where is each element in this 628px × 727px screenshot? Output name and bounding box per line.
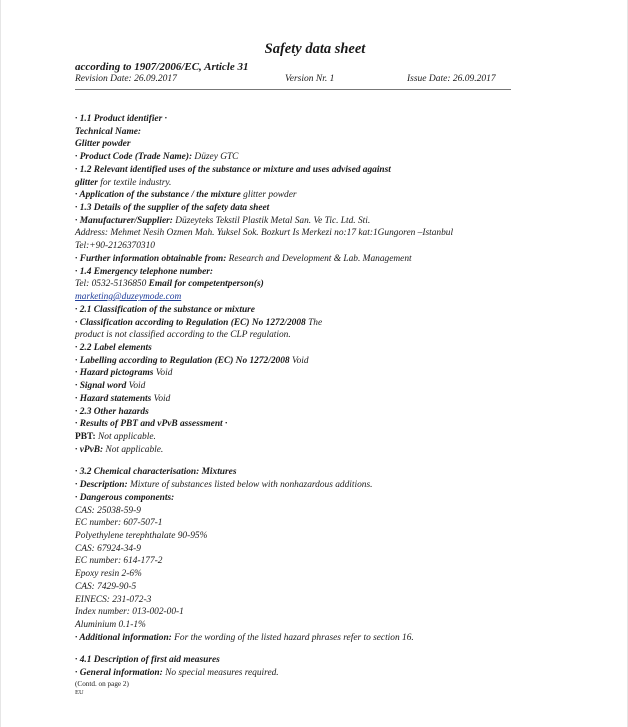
pbt-results-heading: · Results of PBT and vPvB assessment · bbox=[75, 419, 228, 430]
further-info-line: · Further information obtainable from: Research and Development & Lab. Management bbox=[75, 253, 412, 264]
pictograms-line: · Hazard pictograms Void bbox=[75, 368, 173, 379]
component-line: Epoxy resin 2-6% bbox=[75, 569, 142, 580]
classification-heading: · 2.1 Classification of the substance or mixture bbox=[75, 304, 255, 315]
pbt-line: PBT: Not applicable. bbox=[75, 431, 156, 442]
first-aid-heading: · 4.1 Description of first aid measures bbox=[75, 655, 220, 666]
application-line: · Application of the substance / the mixture glitter powder bbox=[75, 190, 297, 201]
component-line: Aluminium 0.1-1% bbox=[75, 620, 146, 631]
supplier-details-heading: · 1.3 Details of the supplier of the safety data sheet bbox=[75, 203, 270, 214]
component-line: Polyethylene terephthalate 90-95% bbox=[75, 531, 208, 541]
component-line: EC number: 607-507-1 bbox=[75, 518, 163, 529]
regulation-line: according to 1907/2006/EC, Article 31 bbox=[75, 61, 249, 73]
hazard-statements-line: · Hazard statements Void bbox=[75, 393, 171, 404]
region-label: EU bbox=[75, 688, 84, 696]
version-number: Version Nr. 1 bbox=[285, 74, 335, 84]
telephone-line: Tel:+90-2126370310 bbox=[75, 241, 155, 252]
clp-line: · Classification according to Regulation (EC) No 1272/2008 The bbox=[75, 317, 323, 328]
revision-date: Revision Date: 26.09.2017 bbox=[75, 74, 177, 84]
component-line: CAS: 25038-59-9 bbox=[75, 505, 141, 516]
emergency-line: Tel: 0532-5136850 Email for competentperson(s) bbox=[75, 279, 264, 290]
vpvb-line: · vPvB: Not applicable. bbox=[75, 444, 164, 455]
component-line: Index number: 013-002-00-1 bbox=[75, 607, 184, 618]
document-body bbox=[75, 113, 545, 697]
general-info-line: · General information: No special measures required. bbox=[75, 668, 279, 679]
product-identifier-heading: · 1.1 Product identifier · bbox=[75, 114, 167, 124]
component-line: CAS: 67924-34-9 bbox=[75, 543, 141, 554]
component-line: EC number: 614-177-2 bbox=[75, 556, 163, 567]
additional-info-line: · Additional information: For the wording of the listed hazard phrases refer to section 16. bbox=[75, 632, 414, 643]
header-divider bbox=[75, 89, 511, 90]
description-line: · Description: Mixture of substances listed below with nonhazardous additions. bbox=[75, 480, 373, 491]
relevant-uses-line: glitter for textile industry. bbox=[75, 177, 172, 188]
label-elements-heading: · 2.2 Label elements bbox=[75, 342, 152, 353]
address-line: Address: Mehmet Nesih Ozmen Mah. Yuksel Sok. Bozkurt Is Merkezi no:17 kat:1Gungoren –Istanbul bbox=[75, 228, 454, 239]
document-title: Safety data sheet bbox=[264, 41, 366, 57]
other-hazards-heading: · 2.3 Other hazards bbox=[75, 406, 149, 417]
product-name: Glitter powder bbox=[75, 139, 131, 150]
continued-note: (Contd. on page 2) bbox=[75, 679, 129, 688]
component-line: EINECS: 231-072-3 bbox=[75, 594, 152, 605]
clp-value-line: product is not classified according to the CLP regulation. bbox=[75, 330, 291, 341]
issue-date: Issue Date: 26.09.2017 bbox=[407, 74, 496, 84]
labelling-line: · Labelling according to Regulation (EC) No 1272/2008 Void bbox=[75, 355, 309, 366]
component-line: CAS: 7429-90-5 bbox=[75, 581, 137, 592]
email-line bbox=[75, 291, 545, 304]
relevant-uses-heading: · 1.2 Relevant identified uses of the substance or mixture and uses advised against bbox=[75, 164, 391, 175]
signal-word-line: · Signal word Void bbox=[75, 381, 146, 392]
emergency-heading: · 1.4 Emergency telephone number: bbox=[75, 266, 214, 277]
section-gap bbox=[75, 644, 545, 654]
product-code-line: · Product Code (Trade Name): Düzey GTC bbox=[75, 152, 239, 163]
manufacturer-line: · Manufacturer/Supplier: Düzeyteks Tekstil Plastik Metal San. Ve Tic. Ltd. Sti. bbox=[75, 215, 371, 226]
chemical-characterisation-heading: · 3.2 Chemical characterisation: Mixtures bbox=[75, 467, 237, 478]
dangerous-components-heading: · Dangerous components: bbox=[75, 492, 175, 503]
technical-name-label: Technical Name: bbox=[75, 126, 142, 137]
email-link[interactable]: marketing@duzeymode.com bbox=[75, 292, 182, 303]
header-meta-row bbox=[75, 74, 515, 86]
section-gap bbox=[75, 456, 545, 466]
